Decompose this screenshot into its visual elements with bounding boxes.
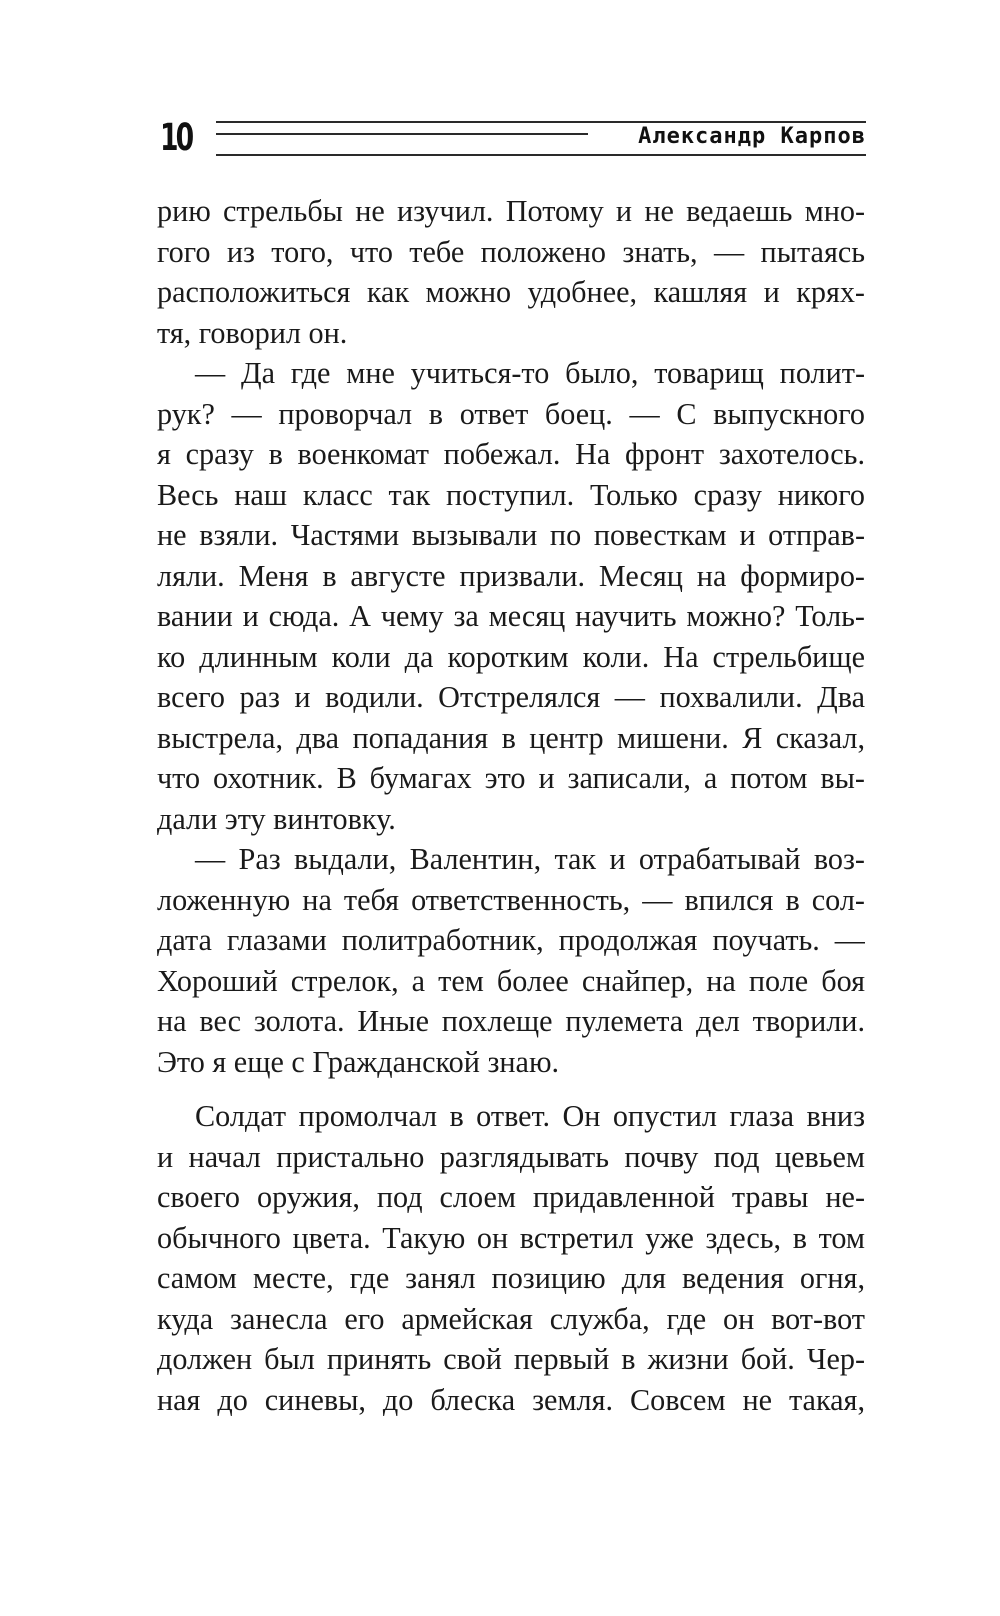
- text-line: не взяли. Частями вызывали по повесткам и отправ-: [157, 518, 865, 552]
- text-line: — Да где мне учиться-то было, товарищ полит-: [195, 356, 865, 390]
- text-line: рук? — проворчал в ответ боец. — С выпускного: [157, 396, 865, 431]
- text-line: ляли. Меня в августе призвали. Месяц на формиро-: [157, 558, 865, 593]
- text-line: ко длинным коли да коротким коли. На стрельбище: [157, 639, 865, 674]
- text-line: обычного цвета. Такую он встретил уже здесь, в том: [157, 1220, 865, 1255]
- text-line: должен был принять свой первый в жизни бой. Чер-: [157, 1342, 865, 1376]
- text-line: тя, говорил он.: [157, 315, 348, 350]
- text-line: Это я еще с Гражданской знаю.: [157, 1044, 560, 1079]
- text-line: ложенную на тебя ответственность, — впился в сол-: [157, 882, 865, 917]
- text-line: всего раз и водили. Отстрелялся — похвалили. Два: [157, 680, 865, 714]
- body-text: [157, 191, 865, 1420]
- text-line: рию стрельбы не изучил. Потому и не ведаешь мно-: [157, 194, 865, 228]
- text-line: что охотник. В бумагах это и записали, а потом вы-: [157, 761, 865, 795]
- text-line: куда занесла его армейская служба, где он вот-вот: [157, 1301, 865, 1336]
- running-header: [160, 117, 866, 161]
- header-rule-middle: [216, 133, 588, 135]
- author-name: Александр Карпов: [638, 124, 866, 149]
- text-line: на вес золота. Иные похлеще пулемета дел творили.: [157, 1004, 865, 1038]
- text-line: дали эту винтовку.: [157, 801, 396, 836]
- text-line: дата глазами политработник, продолжая поучать. —: [157, 923, 865, 957]
- text-line: гого из того, что тебе положено знать, — пытаясь: [157, 234, 865, 269]
- text-line: выстрела, два попадания в центр мишени. Я сказал,: [157, 720, 865, 755]
- text-line: Весь наш класс так поступил. Только сразу никого: [157, 477, 865, 512]
- text-line: я сразу в военкомат побежал. На фронт захотелось.: [157, 437, 865, 471]
- header-rule-bottom: [216, 154, 866, 156]
- text-line: вании и сюда. А чему за месяц научить можно? Толь-: [157, 599, 865, 633]
- text-line: и начал пристально разглядывать почву под цевьем: [157, 1139, 865, 1174]
- text-line: Солдат промолчал в ответ. Он опустил глаза вниз: [195, 1099, 865, 1133]
- text-line: своего оружия, под слоем придавленной травы не-: [157, 1180, 865, 1214]
- text-line: расположиться как можно удобнее, кашляя и крях-: [157, 275, 865, 309]
- page-number: 10: [160, 116, 192, 159]
- text-line: самом месте, где занял позицию для ведения огня,: [157, 1261, 865, 1295]
- text-line: Хороший стрелок, а тем более снайпер, на поле боя: [157, 963, 865, 998]
- text-line: — Раз выдали, Валентин, так и отрабатывай воз-: [195, 842, 865, 876]
- text-line: ная до синевы, до блеска земля. Совсем не такая,: [157, 1382, 865, 1417]
